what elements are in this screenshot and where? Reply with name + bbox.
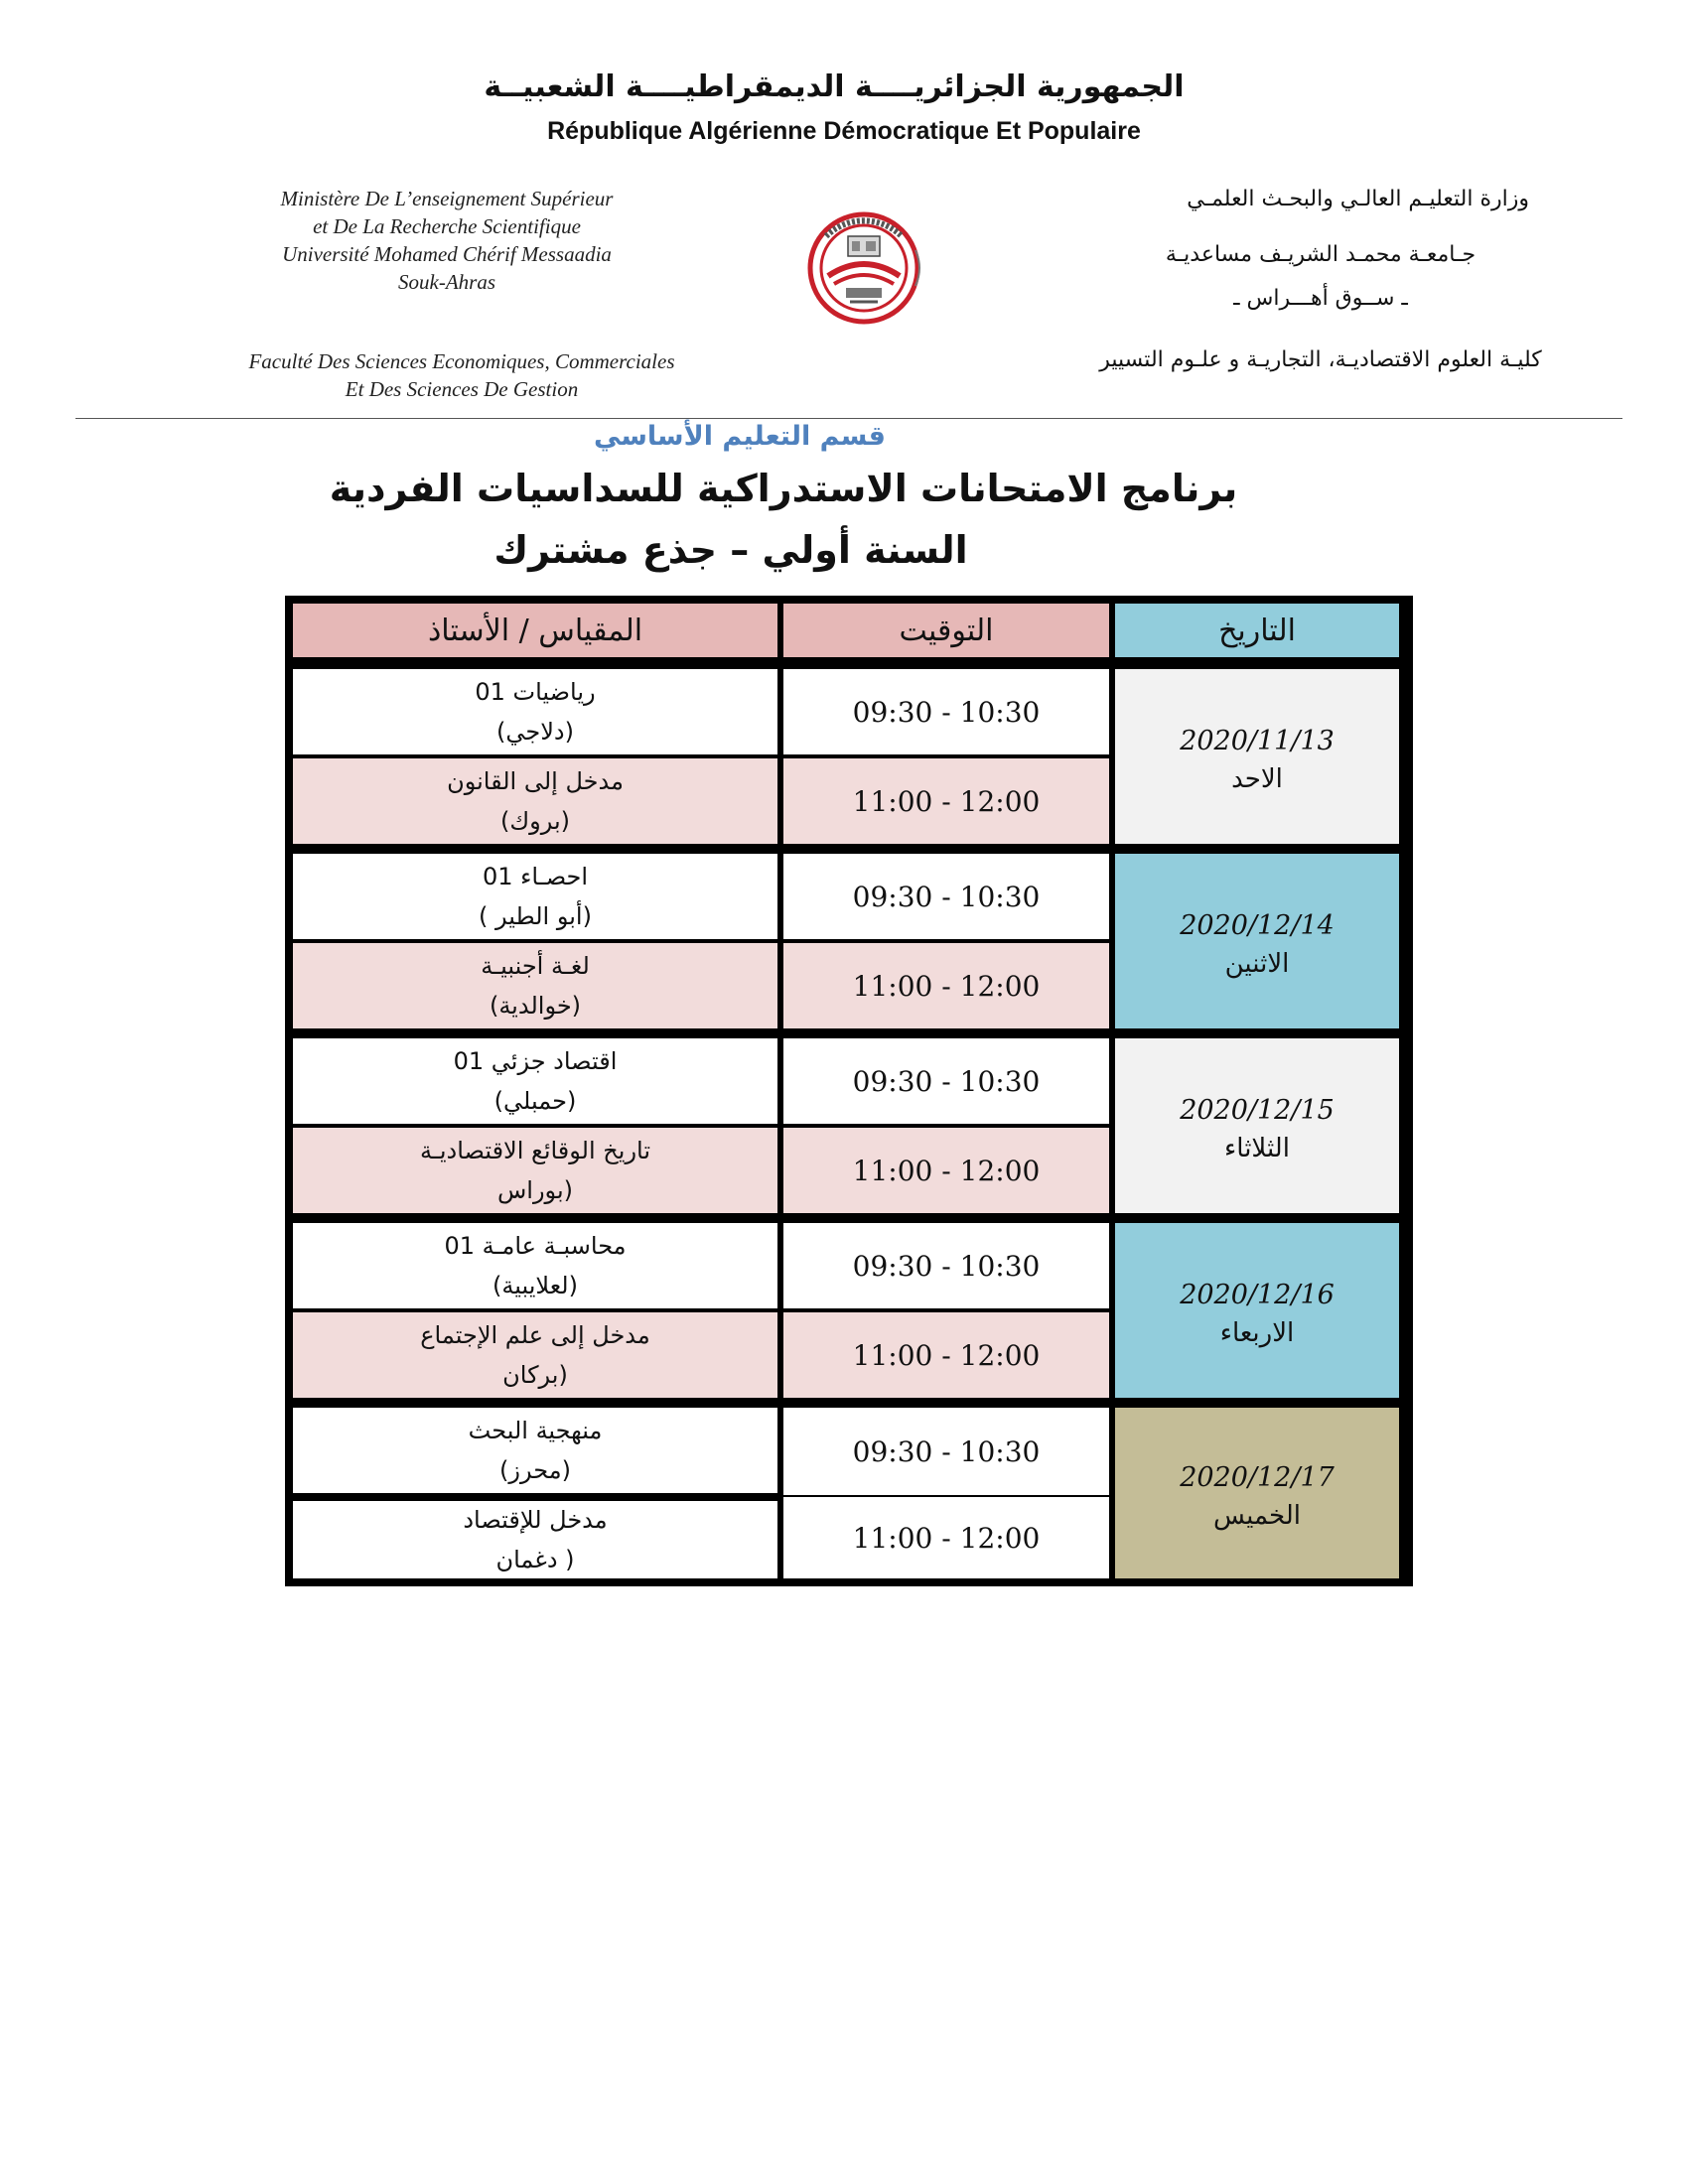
exam-teacher: بوراس): [496, 1176, 573, 1204]
header-time: التوقيت: [783, 604, 1109, 657]
exam-subject: منهجية البحث: [468, 1417, 603, 1444]
faculty-ar: كليـة العلوم الاقتصاديـة، التجاريـة و علـوم التسيير: [1099, 347, 1542, 372]
exam-day: الاربعاء: [1219, 1318, 1295, 1348]
exam-schedule-table: [285, 596, 1413, 1586]
department-title: قسم التعليم الأساسي: [594, 421, 886, 452]
exam-teacher: بركان): [502, 1361, 568, 1389]
exam-subject: محاسبـة عامـة 01: [444, 1232, 627, 1260]
exam-time: 09:30 - 10:30: [783, 669, 1109, 754]
exam-subject-cell: [293, 758, 777, 844]
exam-time: 11:00 - 12:00: [783, 758, 1109, 844]
exam-time: 11:00 - 12:00: [783, 1497, 1109, 1578]
exam-subject: مدخل للإقتصاد: [463, 1506, 608, 1534]
header-subject: المقياس / الأستاذ: [293, 604, 777, 657]
exam-subject-cell: [293, 1128, 777, 1213]
header-divider: [75, 418, 1622, 419]
header-date: التاريخ: [1115, 604, 1399, 657]
exam-subject-cell: [293, 1038, 777, 1124]
exam-time: 09:30 - 10:30: [783, 1223, 1109, 1308]
university-name-fr: Université Mohamed Chérif Messaadia: [282, 242, 612, 266]
exam-subject-cell: [293, 1312, 777, 1398]
ministry-block-fr: [228, 185, 665, 296]
city-fr: Souk-Ahras: [398, 270, 495, 294]
exam-subject: رياضيات 01: [475, 678, 596, 706]
exam-teacher: (حمبلي): [493, 1087, 577, 1115]
university-seal-icon: [806, 206, 927, 328]
exam-date: 2020/12/14: [1180, 910, 1335, 941]
exam-date: 2020/12/16: [1180, 1280, 1335, 1310]
exam-teacher: ( أبو الطير): [479, 902, 592, 930]
exam-teacher: (محرز): [499, 1456, 571, 1484]
faculty-block-fr: [194, 347, 730, 403]
day-cell: [1115, 1223, 1399, 1398]
exam-time: 11:00 - 12:00: [783, 943, 1109, 1028]
exam-teacher: (بروك): [499, 807, 571, 835]
day-cell: [1115, 1038, 1399, 1213]
exam-day: الاثنين: [1224, 949, 1290, 979]
exam-subject: مدخل إلى علم الإجتماع: [420, 1321, 650, 1349]
faculty-line-2: Et Des Sciences De Gestion: [345, 377, 579, 401]
exam-day: الثلاثاء: [1224, 1134, 1290, 1163]
ministry-ar: وزارة التعليـم العالـي والبحـث العلمـي: [1187, 187, 1529, 211]
exam-day: الخميس: [1213, 1501, 1301, 1531]
exam-time: 09:30 - 10:30: [783, 1408, 1109, 1495]
day-cell: [1115, 669, 1399, 844]
exam-time: 09:30 - 10:30: [783, 854, 1109, 939]
exam-subject: تاريخ الوقائع الاقتصاديـة: [419, 1137, 651, 1164]
faculty-line-1: Faculté Des Sciences Economiques, Commerciales: [248, 349, 675, 373]
exam-teacher: (خوالدية): [489, 992, 582, 1020]
page-title: برنامج الامتحانات الاستدراكية للسداسيات الفردية: [329, 467, 1238, 510]
exam-day: الاحد: [1231, 764, 1283, 794]
exam-subject: احصـاء 01: [482, 863, 589, 890]
exam-teacher: (لعلايبية): [492, 1272, 578, 1299]
exam-date: 2020/12/17: [1180, 1462, 1335, 1493]
exam-subject: اقتصاد جزئي 01: [453, 1047, 618, 1075]
ministry-line-2: et De La Recherche Scientifique: [313, 214, 581, 238]
exam-subject: لغـة أجنبيـة: [481, 952, 590, 980]
exam-teacher: دغمان ): [495, 1546, 575, 1573]
exam-subject-cell: [293, 669, 777, 754]
exam-subject-cell: [293, 1501, 777, 1578]
exam-teacher: (دلاجي): [496, 718, 574, 746]
exam-time: 11:00 - 12:00: [783, 1128, 1109, 1213]
day-cell: [1115, 854, 1399, 1028]
page-subtitle: السنة أولي – جذع مشترك: [493, 528, 968, 572]
university-name-ar: جـامعـة محمـد الشريـف مساعديـة: [1165, 242, 1477, 267]
exam-subject-cell: [293, 1408, 777, 1493]
day-cell: [1115, 1408, 1399, 1578]
ministry-line-1: Ministère De L’enseignement Supérieur: [280, 187, 614, 210]
exam-date: 2020/12/15: [1180, 1095, 1335, 1126]
exam-subject-cell: [293, 1223, 777, 1308]
city-ar: ـ ســوق أهـــراس ـ: [1233, 286, 1408, 311]
exam-subject: مدخل إلى القانون: [447, 767, 624, 795]
exam-time: 09:30 - 10:30: [783, 1038, 1109, 1124]
exam-subject-cell: [293, 943, 777, 1028]
republic-title-ar: الجمهورية الجزائريــــة الديمقراطيــــة الشعبيــة: [484, 69, 1185, 104]
exam-date: 2020/11/13: [1180, 726, 1335, 756]
exam-time: 11:00 - 12:00: [783, 1312, 1109, 1398]
republic-title-fr: République Algérienne Démocratique Et Populaire: [547, 117, 1141, 145]
exam-subject-cell: [293, 854, 777, 939]
